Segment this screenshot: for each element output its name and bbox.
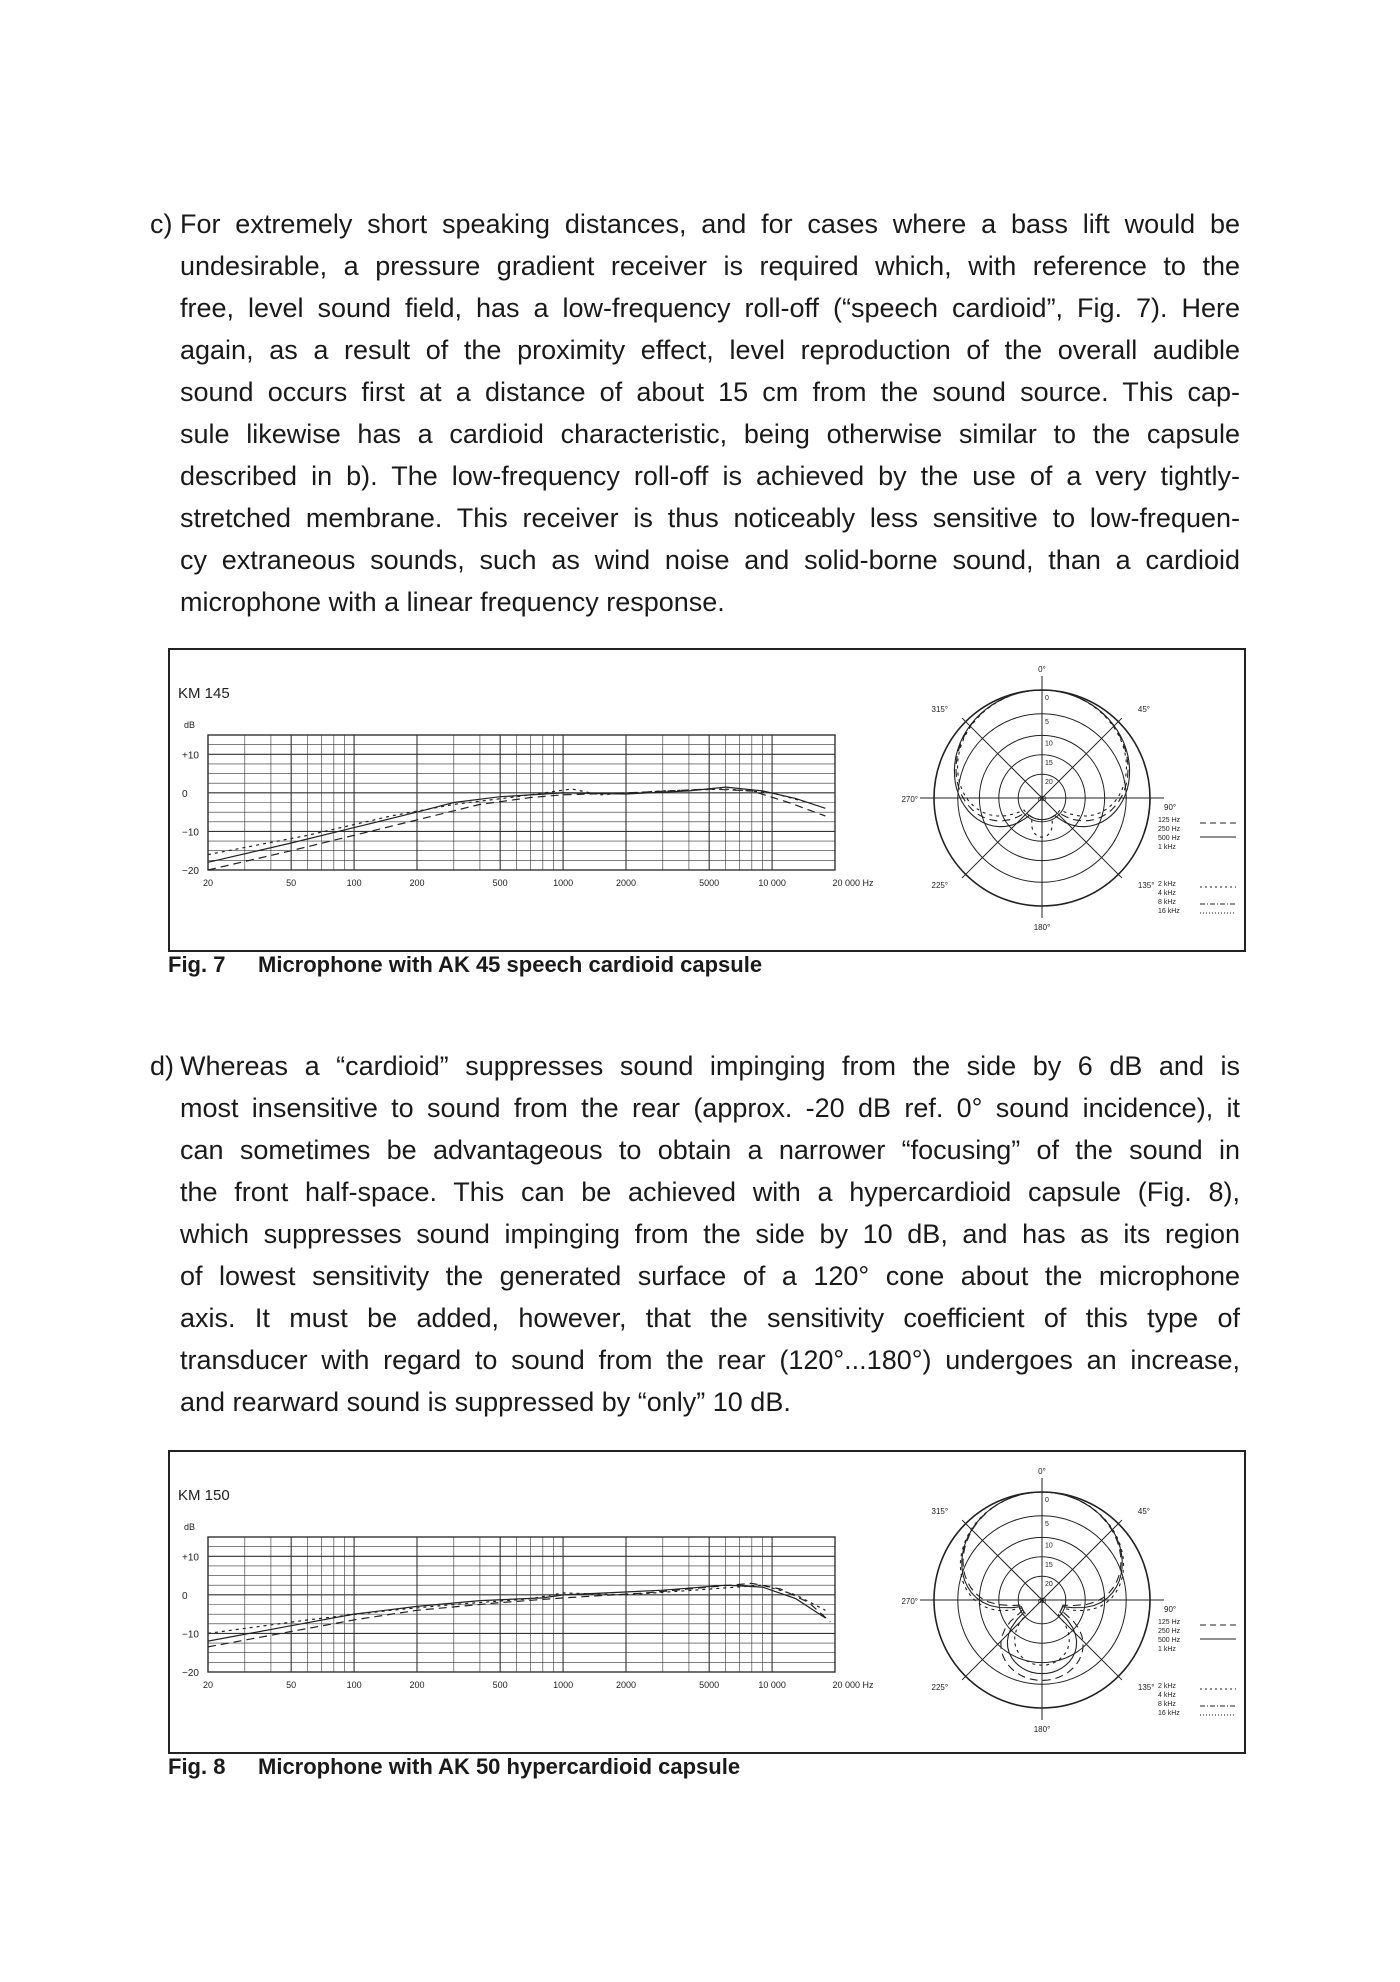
- frequency-tick-label: 10 000: [758, 878, 786, 888]
- frequency-tick-label: 20: [202, 1680, 214, 1690]
- polar-ring-label: 0: [1045, 1497, 1049, 1504]
- legend-label: 500 Hz: [1158, 835, 1181, 842]
- legend-label: 2 kHz: [1158, 1683, 1176, 1690]
- legend-label: 4 kHz: [1158, 1692, 1176, 1699]
- polar-angle-label: 135°: [1137, 1682, 1155, 1692]
- legend-label: 125 Hz: [1158, 817, 1181, 824]
- text-line: and rearward sound is suppressed by “only” 10 dB.: [180, 1387, 791, 1417]
- polar-center-label: dB: [1037, 1598, 1047, 1605]
- figure-8: [168, 1450, 1246, 1754]
- text-line: again, as a result of the proximity effect, level reproduction of the overall audible: [180, 335, 1240, 365]
- polar-ring-label: 20: [1045, 779, 1053, 787]
- polar-ring-label: 20: [1045, 1581, 1053, 1589]
- paragraph-label: d): [150, 1051, 175, 1081]
- text-line: stretched membrane. This receiver is thus noticeably less sensitive to low-frequen-: [180, 503, 1240, 533]
- frequency-tick-label: 200: [409, 1680, 425, 1690]
- db-tick-label: +10: [182, 750, 199, 762]
- frequency-tick-label: 10 000: [758, 1680, 786, 1690]
- figure-7-graphic: [170, 650, 1244, 950]
- figure-7: [168, 648, 1246, 952]
- figure-number: Fig. 8: [168, 1754, 226, 1779]
- legend-label: 16 kHz: [1158, 908, 1180, 915]
- text-line: can sometimes be advantageous to obtain a narrower “focusing” of the sound in: [180, 1135, 1240, 1165]
- polar-ring-label: 5: [1045, 1520, 1049, 1528]
- text-line: microphone with a linear frequency response.: [180, 587, 725, 617]
- text-line: described in b). The low-frequency roll-off is achieved by the use of a very tightly-: [180, 461, 1240, 491]
- text-line: free, level sound field, has a low-frequency roll-off (“speech cardioid”, Fig. 7). Here: [180, 293, 1240, 323]
- polar-angle-label: 270°: [901, 795, 918, 804]
- frequency-tick-label: 20 000 Hz: [832, 878, 874, 888]
- text-line: sule likewise has a cardioid characteristic, being otherwise similar to the capsule: [180, 419, 1240, 449]
- text-line: sound occurs first at a distance of about 15 cm from the sound source. This cap-: [180, 377, 1240, 407]
- caption-text: Microphone with AK 50 hypercardioid capsule: [258, 1754, 741, 1779]
- legend-label: 250 Hz: [1158, 1628, 1181, 1635]
- frequency-tick-label: 100: [346, 878, 362, 888]
- paragraph-c: [150, 203, 1240, 623]
- db-tick-label: 0: [182, 1590, 188, 1602]
- text-line: cy extraneous sounds, such as wind noise and solid-borne sound, than a cardioid: [180, 545, 1240, 575]
- db-tick-label: −10: [182, 827, 199, 839]
- figure-8-caption: [168, 1754, 740, 1780]
- legend-label: 250 Hz: [1158, 826, 1181, 833]
- text-line: which suppresses sound impinging from the side by 10 dB, and has as its region: [180, 1219, 1240, 1249]
- caption-text: Microphone with AK 45 speech cardioid capsule: [258, 952, 763, 977]
- figure-7-caption: [168, 952, 762, 978]
- polar-angle-label: 45°: [1137, 705, 1151, 715]
- polar-angle-label: 180°: [1033, 1725, 1051, 1734]
- frequency-tick-label: 5000: [699, 878, 720, 888]
- polar-ring-label: 15: [1045, 759, 1053, 767]
- db-tick-label: 0: [182, 788, 188, 800]
- frequency-tick-label: 50: [286, 878, 297, 888]
- paragraph-d: [150, 1045, 1240, 1423]
- text-line: transducer with regard to sound from the rear (120°...180°) undergoes an increase,: [180, 1345, 1240, 1375]
- legend-label: 1 kHz: [1158, 844, 1176, 851]
- polar-angle-label: 315°: [931, 1507, 949, 1517]
- db-unit-label: dB: [184, 720, 196, 730]
- model-label: KM 150: [178, 1487, 230, 1504]
- response-curve: [208, 1583, 830, 1647]
- polar-angle-label: 90°: [1164, 1605, 1177, 1614]
- polar-angle-label: 135°: [1137, 880, 1155, 890]
- frequency-tick-label: 1000: [553, 1680, 574, 1690]
- frequency-tick-label: 5000: [699, 1680, 720, 1690]
- frequency-tick-label: 500: [492, 878, 508, 888]
- text-line: Whereas a “cardioid” suppresses sound impinging from the side by 6 dB and is: [180, 1051, 1240, 1081]
- polar-ring-label: 10: [1045, 1542, 1053, 1550]
- frequency-tick-label: 500: [492, 1680, 508, 1690]
- polar-angle-label: 315°: [931, 705, 949, 715]
- polar-angle-label: 0°: [1038, 665, 1046, 674]
- text-line: For extremely short speaking distances, and for cases where a bass lift would be: [180, 209, 1240, 239]
- legend-label: 8 kHz: [1158, 899, 1176, 906]
- text-line: axis. It must be added, however, that the sensitivity coefficient of this type of: [180, 1303, 1240, 1333]
- polar-ring-label: 0: [1045, 695, 1049, 702]
- text-line: most insensitive to sound from the rear (approx. -20 dB ref. 0° sound incidence), it: [180, 1093, 1240, 1123]
- frequency-tick-label: 1000: [553, 878, 574, 888]
- db-tick-label: −10: [182, 1629, 199, 1641]
- polar-angle-label: 225°: [931, 880, 949, 890]
- legend-label: 500 Hz: [1158, 1637, 1181, 1644]
- db-unit-label: dB: [184, 1522, 196, 1532]
- figure-8-graphic: [170, 1452, 1244, 1752]
- frequency-tick-label: 200: [409, 878, 425, 888]
- legend-label: 4 kHz: [1158, 890, 1176, 897]
- legend-label: 2 kHz: [1158, 881, 1176, 888]
- legend-label: 125 Hz: [1158, 1619, 1181, 1626]
- model-label: KM 145: [178, 685, 230, 702]
- text-line: undesirable, a pressure gradient receiver is required which, with reference to the: [180, 251, 1240, 281]
- db-tick-label: −20: [182, 866, 199, 877]
- frequency-response-grid: [208, 735, 835, 870]
- db-tick-label: +10: [182, 1552, 199, 1564]
- polar-angle-label: 0°: [1038, 1467, 1046, 1476]
- polar-center-label: dB: [1037, 796, 1047, 803]
- frequency-tick-label: 2000: [615, 878, 637, 888]
- polar-ring-label: 15: [1045, 1561, 1053, 1569]
- paragraph-label: c): [150, 209, 173, 239]
- legend-label: 16 kHz: [1158, 1710, 1180, 1717]
- frequency-response-grid: [208, 1537, 835, 1672]
- polar-angle-label: 45°: [1137, 1507, 1151, 1517]
- frequency-tick-label: 2000: [615, 1680, 637, 1690]
- polar-angle-label: 90°: [1164, 803, 1177, 812]
- figure-number: Fig. 7: [168, 952, 226, 977]
- frequency-tick-label: 50: [286, 1680, 297, 1690]
- frequency-tick-label: 20 000 Hz: [832, 1680, 874, 1690]
- polar-ring-label: 10: [1045, 740, 1053, 748]
- text-line: of lowest sensitivity the generated surface of a 120° cone about the microphone: [180, 1261, 1240, 1291]
- db-tick-label: −20: [182, 1668, 199, 1679]
- frequency-tick-label: 100: [346, 1680, 362, 1690]
- polar-angle-label: 180°: [1033, 923, 1051, 932]
- frequency-tick-label: 20: [202, 878, 214, 888]
- polar-ring-label: 5: [1045, 718, 1049, 726]
- legend-label: 1 kHz: [1158, 1646, 1176, 1653]
- legend-label: 8 kHz: [1158, 1701, 1176, 1708]
- text-line: the front half-space. This can be achieved with a hypercardioid capsule (Fig. 8),: [180, 1177, 1240, 1207]
- polar-angle-label: 270°: [901, 1597, 918, 1606]
- polar-angle-label: 225°: [931, 1682, 949, 1692]
